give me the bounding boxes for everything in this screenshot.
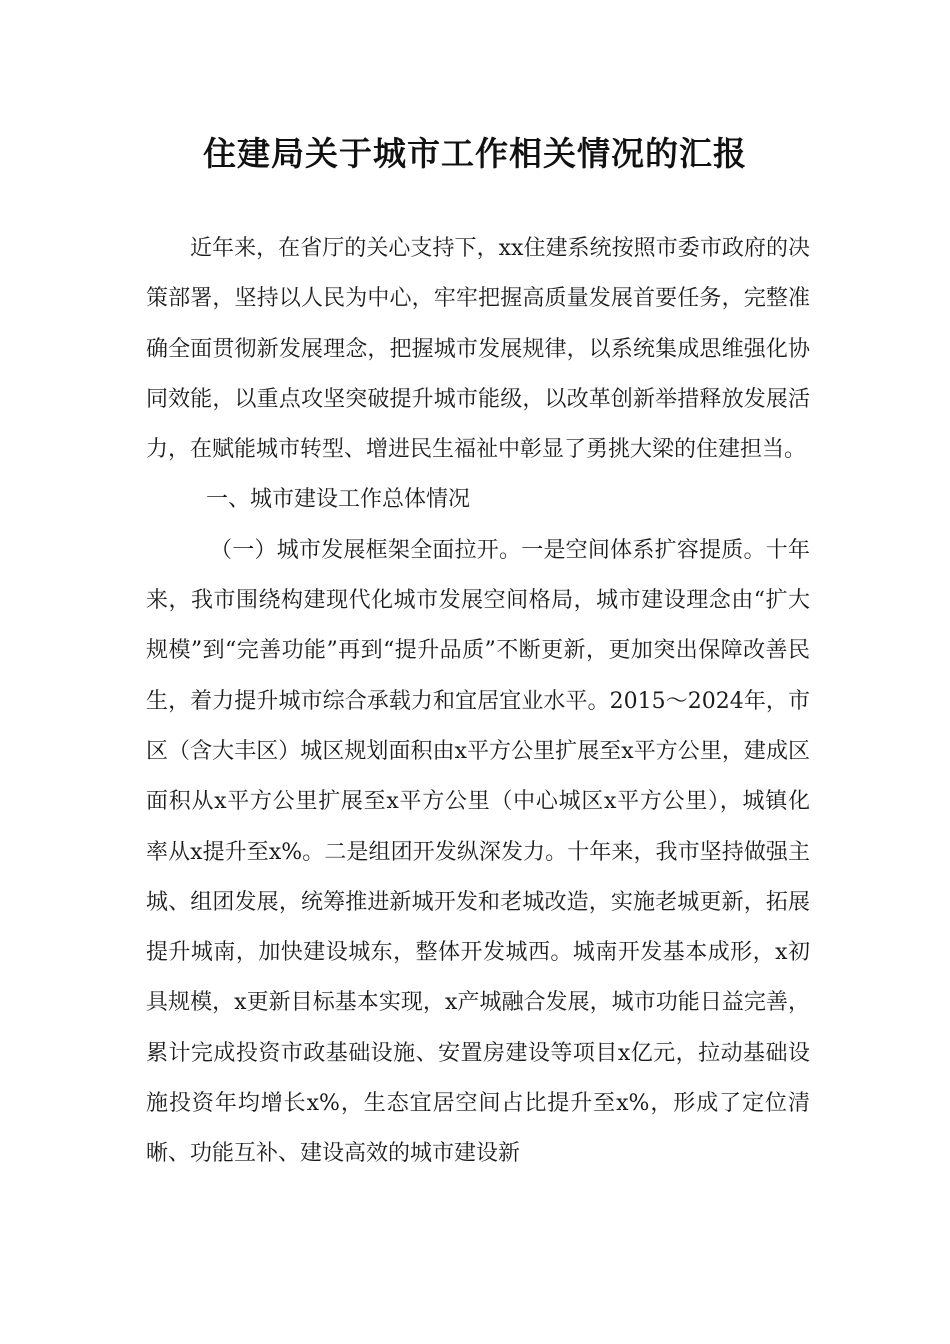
document-body <box>146 224 810 1180</box>
intro-paragraph: 近年来，在省厅的关心支持下，xx住建系统按照市委市政府的决策部署，坚持以人民为中心，牢牢把握高质量发展首要任务，完整准确全面贯彻新发展理念，把握城市发展规律，以系统集成思维强化协同效能，以重点攻坚突破提升城市能级，以改革创新举措释放发展活力，在赋能城市转型、增进民生福祉中彰显了勇挑大梁的住建担当。 <box>146 236 810 463</box>
section-paragraph: （一）城市发展框架全面拉开。一是空间体系扩容提质。十年来，我市围绕构建现代化城市发展空间格局，城市建设理念由“扩大规模”到“完善功能”再到“提升品质”不断更新，更加突出保障改善民生，着力提升城市综合承载力和宜居宜业水平。2015～2024年，市区（含大丰区）城区规划面积由x平方公里扩展至x平方公里，建成区面积从x平方公里扩展至x平方公里（中心城区x平方公里），城镇化率从x提升至x%。二是组团开发纵深发力。十年来，我市坚持做强主城、组团发展，统筹推进新城开发和老城改造，实施老城更新，拓展提升城南，加快建设城东，整体开发城西。城南开发基本成形，x初具规模，x更新目标基本实现，x产城融合发展，城市功能日益完善，累计完成投资市政基础设施、安置房建设等项目x亿元，拉动基础设施投资年均增长x%，生态宜居空间占比提升至x%，形成了定位清晰、功能互补、建设高效的城市建设新 <box>146 537 811 1167</box>
document-title: 住建局关于城市工作相关情况的汇报 <box>203 134 747 173</box>
section-heading: 一、城市建设工作总体情况 <box>206 487 471 513</box>
